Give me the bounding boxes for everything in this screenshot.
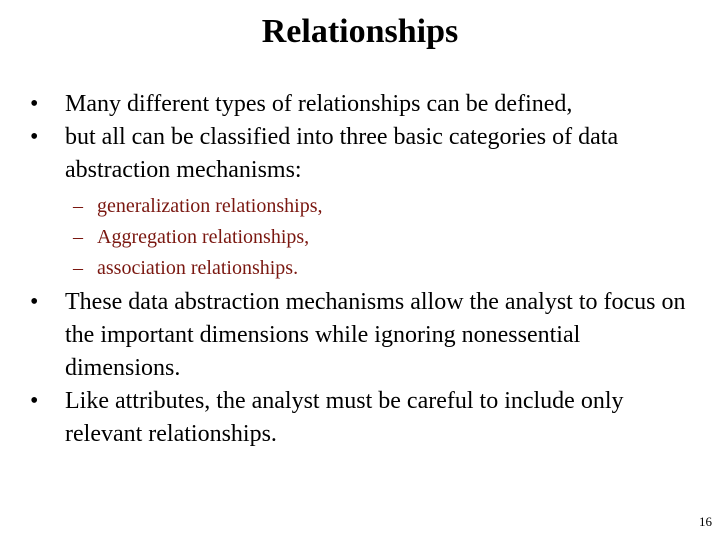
bullet-text: These data abstraction mechanisms allow the analyst to focus on the important dimensions while ignoring nonessential dimensions. [65,289,686,381]
bullet-list [30,88,690,451]
bullet-text: Like attributes, the analyst must be careful to include only relevant relationships. [65,388,624,447]
sub-bullet-item [65,222,690,253]
sub-bullet-marker: – [73,195,83,217]
sub-bullet-list [65,191,690,284]
bullet-item [30,385,690,451]
sub-bullet-text: association relationships. [97,257,299,279]
slide-title: Relationships [261,13,459,50]
sub-bullet-text: generalization relationships, [97,195,323,217]
bullet-marker: • [30,289,39,315]
sub-bullet-marker: – [73,257,83,279]
sub-bullet-text: Aggregation relationships, [97,226,310,248]
bullet-marker: • [30,91,39,117]
sub-bullet-item [65,253,690,284]
sub-bullet-item [65,191,690,222]
bullet-text: but all can be classified into three basic categories of data abstraction mechanisms: [65,124,619,183]
page-number: 16 [699,514,712,529]
bullet-item [30,121,690,284]
bullet-text: Many different types of relationships can be defined, [65,91,573,117]
bullet-marker: • [30,388,39,414]
bullet-item [30,88,690,121]
sub-bullet-marker: – [73,226,83,248]
bullet-item [30,286,690,385]
bullet-marker: • [30,124,39,150]
